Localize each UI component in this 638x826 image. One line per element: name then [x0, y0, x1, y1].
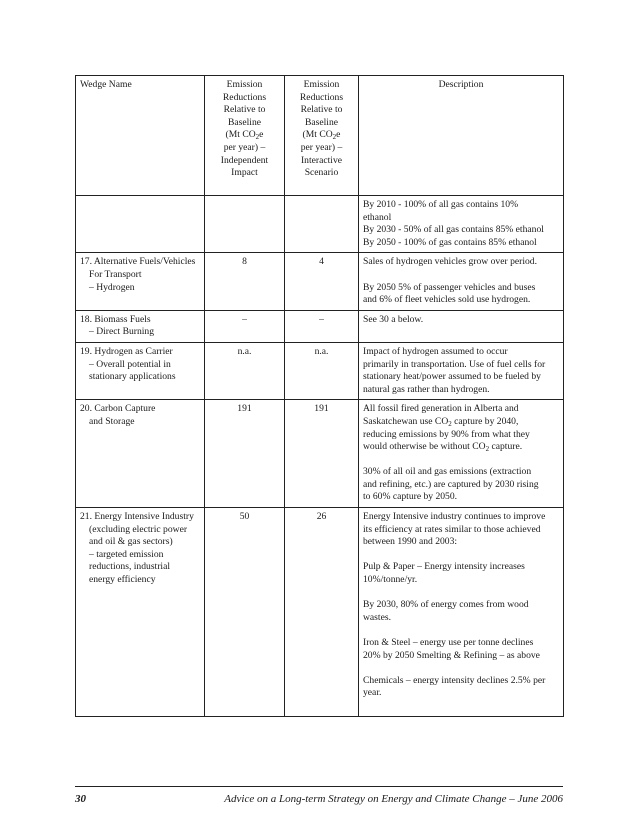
independent-impact-cell: 191 [205, 400, 285, 508]
description-cell: See 30 a below. [359, 310, 564, 342]
page-number: 30 [75, 793, 86, 805]
table-row [76, 400, 564, 508]
header-interactive-scenario: Emission Reductions Relative to Baseline (Mt $CO_2e$ per year) – Interactive Scenario [285, 76, 359, 196]
independent-impact-cell [205, 196, 285, 253]
table-row [76, 342, 564, 399]
table-row [76, 196, 564, 253]
interactive-scenario-cell: 4 [285, 253, 359, 310]
description-cell: Impact of hydrogen assumed to occur primarily in transportation. Use of fuel cells for stationary heat/power assumed to be fueled by natural gas rather than hydrogen. [359, 342, 564, 399]
description-cell: Energy Intensive industry continues to improve its efficiency at rates similar to those achieved between 1990 and 2003: Pulp & Paper – Energy intensity increases 10%/tonne/yr. By 2030, 80% of energy comes from wood wastes. Iron & Steel – energy use per tonne declines 20% by 2050 Smelting & Refining – as above Chemicals – energy intensity declines 2.5% per year. [359, 508, 564, 717]
wedge-name-cell: 21. Energy Intensive Industry (excluding electric power and oil & gas sectors) – targeted emission reductions, industrial energy efficiency [76, 508, 205, 717]
interactive-scenario-cell: n.a. [285, 342, 359, 399]
wedge-name-cell: 17. Alternative Fuels/Vehicles For Transport – Hydrogen [76, 253, 205, 310]
header-independent-impact: Emission Reductions Relative to Baseline (Mt $CO_2e$ per year) – Independent Impact [205, 76, 285, 196]
wedge-name-cell [76, 196, 205, 253]
table-header-row [76, 76, 564, 196]
table-row [76, 508, 564, 717]
independent-impact-cell: n.a. [205, 342, 285, 399]
description-cell: By 2010 - 100% of all gas contains 10% ethanol By 2030 - 50% of all gas contains 85% ethanol By 2050 - 100% of gas contains 85% ethanol [359, 196, 564, 253]
wedge-name-cell: 19. Hydrogen as Carrier – Overall potential in stationary applications [76, 342, 205, 399]
footer-rule [75, 786, 563, 787]
description-cell: All fossil fired generation in Alberta and Saskatchewan use $CO_2$ capture by 2040, reducing emissions by 90% from what they would otherwise be without $CO_2$ capture. 30% of all oil and gas emissions (extraction and refining, etc.) are captured by 2030 rising to 60% capture by 2050. [359, 400, 564, 508]
wedges-table [75, 75, 564, 717]
independent-impact-cell: 50 [205, 508, 285, 717]
interactive-scenario-cell: 191 [285, 400, 359, 508]
description-cell: Sales of hydrogen vehicles grow over period. By 2050 5% of passenger vehicles and buses and 6% of fleet vehicles sold use hydrogen. [359, 253, 564, 310]
wedge-name-cell: 20. Carbon Capture and Storage [76, 400, 205, 508]
footer-title: Advice on a Long-term Strategy on Energy and Climate Change – June 2006 [224, 793, 563, 805]
independent-impact-cell: – [205, 310, 285, 342]
header-wedge-name: Wedge Name [76, 76, 205, 196]
header-description: Description [359, 76, 564, 196]
interactive-scenario-cell: 26 [285, 508, 359, 717]
wedge-name-cell: 18. Biomass Fuels – Direct Burning [76, 310, 205, 342]
interactive-scenario-cell: – [285, 310, 359, 342]
independent-impact-cell: 8 [205, 253, 285, 310]
table-row [76, 310, 564, 342]
interactive-scenario-cell [285, 196, 359, 253]
table-row [76, 253, 564, 310]
